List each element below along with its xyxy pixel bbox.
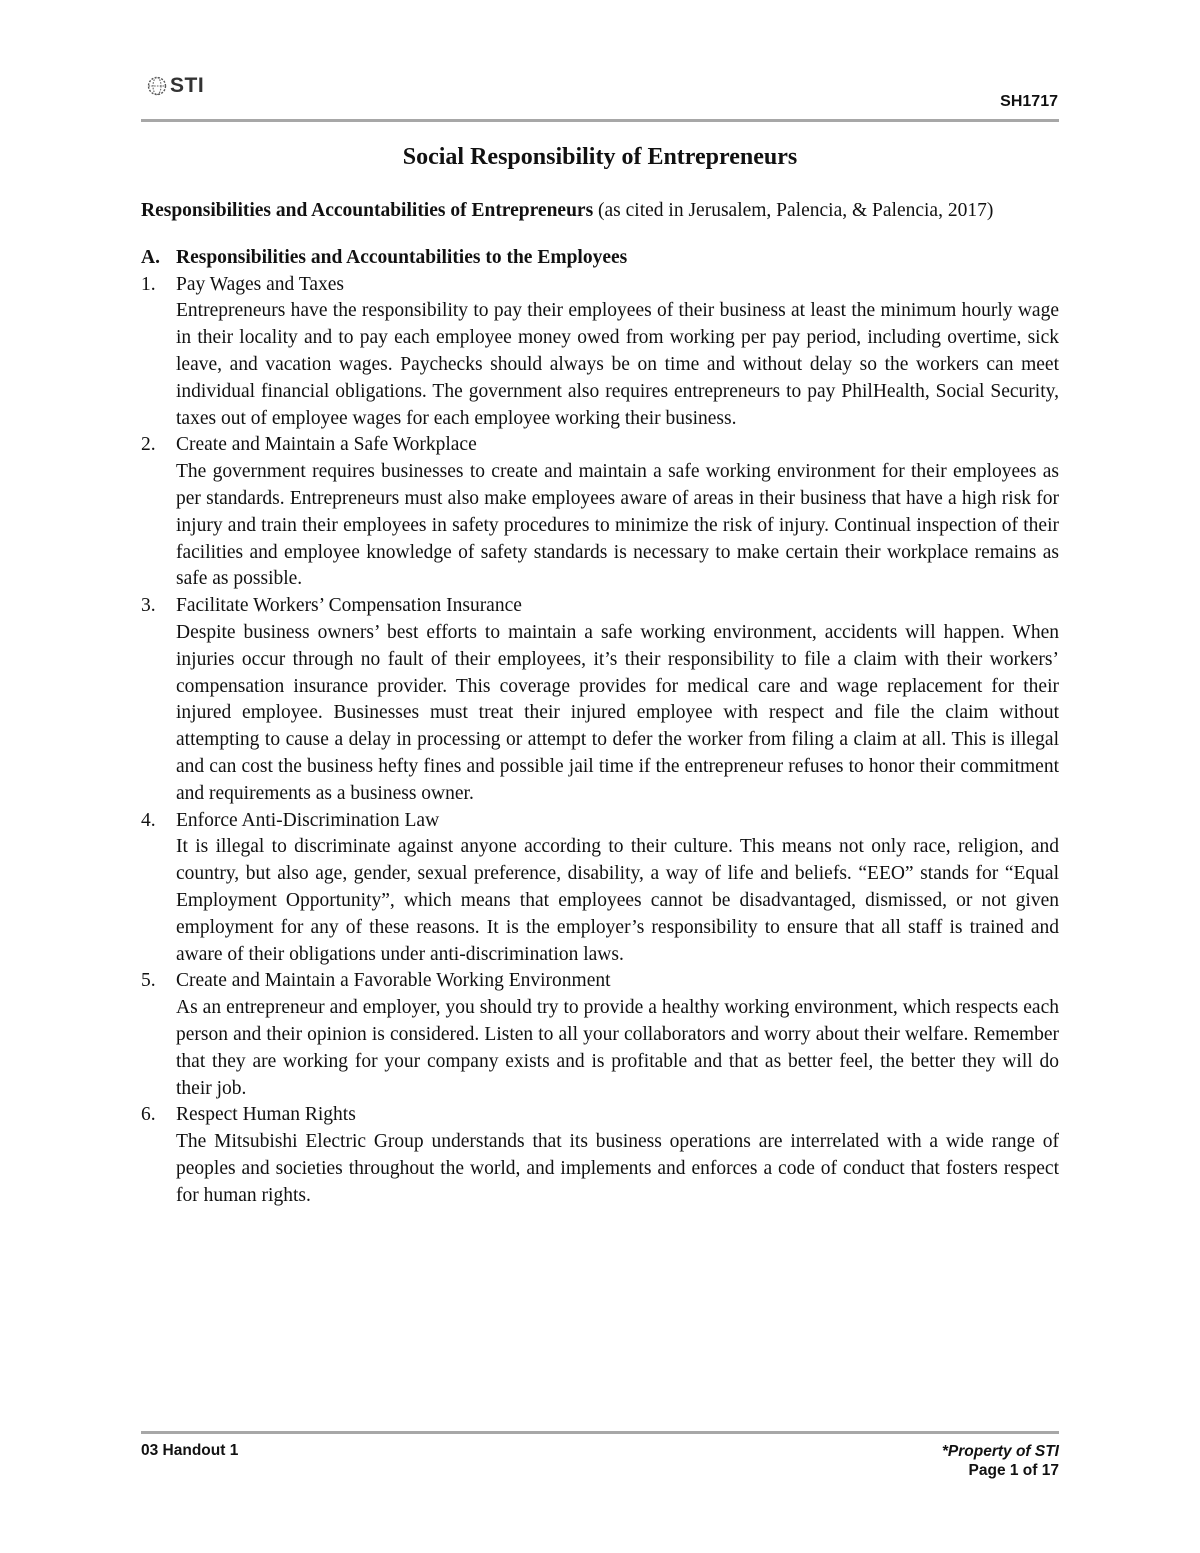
sti-logo xyxy=(147,74,204,98)
list-item xyxy=(141,1102,1059,1209)
list-item xyxy=(141,272,1059,433)
item-body: The Mitsubishi Electric Group understands that its business operations are interrelated with a wide range of peoples and societies throughout the world, and implements and enforces a code of conduct that fosters respect for human rights. xyxy=(176,1131,1059,1206)
page-number: Page 1 of 17 xyxy=(968,1462,1059,1479)
document-code: SH1717 xyxy=(1000,93,1058,110)
list-item xyxy=(141,432,1059,593)
intro-bold: Responsibilities and Accountabilities of Entrepreneurs xyxy=(141,200,594,221)
item-title: Create and Maintain a Safe Workplace xyxy=(176,434,477,456)
item-body: Entrepreneurs have the responsibility to pay their employees of their business at least the minimum hourly wage in their locality and to pay each employee money owed from working per pay period, including overtime, sick leave, and vacation wages. Paychecks should always be on time and without delay so the workers can meet individual financial obligations. The government also requires entrepreneurs to pay PhilHealth, Social Security, taxes out of employee wages for each employee working their business. xyxy=(176,300,1059,429)
item-number: 1. xyxy=(141,273,156,295)
section-heading-text: Responsibilities and Accountabilities to the Employees xyxy=(176,246,628,268)
list-item xyxy=(141,808,1059,969)
footer-divider xyxy=(141,1431,1059,1434)
document-body xyxy=(141,198,1059,1209)
item-title: Create and Maintain a Favorable Working Environment xyxy=(176,970,611,992)
item-title: Facilitate Workers’ Compensation Insurance xyxy=(176,595,522,617)
item-title: Enforce Anti-Discrimination Law xyxy=(176,809,440,831)
intro-paragraph xyxy=(141,198,1059,225)
footer-right xyxy=(942,1442,1059,1480)
section-heading xyxy=(141,245,1059,272)
item-number: 2. xyxy=(141,434,156,456)
section-letter: A. xyxy=(141,246,160,268)
item-body: It is illegal to discriminate against anyone according to their culture. This means not only race, religion, and country, but also age, gender, sexual preference, disability, a way of life and beliefs. “EEO” stands for “Equal Employment Opportunity”, which means that employees cannot be disadvantaged, dismissed, or not given employment for any of these reasons. It is the employer’s responsibility to ensure that all staff is trained and aware of their obligations under anti-discrimination laws. xyxy=(176,836,1059,965)
item-title: Respect Human Rights xyxy=(176,1104,356,1126)
globe-icon xyxy=(147,75,167,97)
item-number: 4. xyxy=(141,809,156,831)
item-number: 5. xyxy=(141,970,156,992)
handout-label: 03 Handout 1 xyxy=(141,1442,239,1459)
property-notice: *Property of STI xyxy=(941,1443,1059,1460)
intro-citation: (as cited in Jerusalem, Palencia, & Palencia, 2017) xyxy=(593,200,994,221)
item-number: 6. xyxy=(141,1104,156,1126)
item-body: As an entrepreneur and employer, you should try to provide a healthy working environment, which respects each person and their opinion is considered. Listen to all your collaborators and worry about their welfare. Remember that they are working for your company exists and is profitable and that as better feel, the better they will do their job. xyxy=(176,997,1059,1099)
page-title: Social Responsibility of Entrepreneurs xyxy=(402,144,798,170)
header-divider xyxy=(141,119,1059,122)
item-body: Despite business owners’ best efforts to maintain a safe working environment, accidents will happen. When injuries occur through no fault of their employees, it’s their responsibility to file a claim with their workers’ compensation insurance provider. This coverage provides for medical care and wage replacement for their injured employee. Businesses must treat their injured employee with respect and file the claim without attempting to cause a delay in processing or attempt to defer the worker from filing a claim at all. This is illegal and can cost the business hefty fines and possible jail time if the entrepreneur refuses to honor their commitment and requirements as a business owner. xyxy=(176,621,1059,804)
item-body: The government requires businesses to create and maintain a safe working environment for their employees as per standards. Entrepreneurs must also make employees aware of areas in their business that have a high risk for injury and train their employees in safety procedures to minimize the risk of injury. Continual inspection of their facilities and employee knowledge of safety standards is necessary to make certain their workplace remains as safe as possible. xyxy=(176,461,1059,590)
item-title: Pay Wages and Taxes xyxy=(176,273,345,295)
list-item xyxy=(141,593,1059,807)
item-number: 3. xyxy=(141,595,156,617)
logo-text: STI xyxy=(170,74,205,97)
list-item xyxy=(141,968,1059,1102)
